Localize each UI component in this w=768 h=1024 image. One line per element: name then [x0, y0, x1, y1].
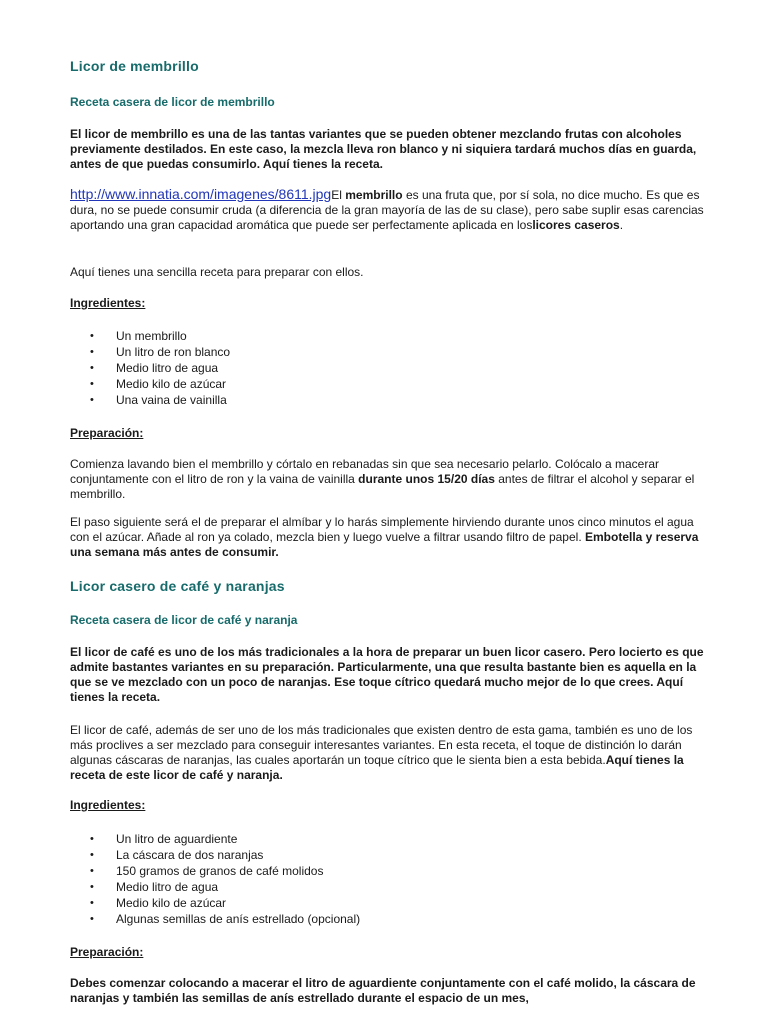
list-item: • Medio litro de agua	[88, 360, 230, 376]
list-item: • Un membrillo	[88, 328, 230, 344]
ingredients-label-cafe: Ingredientes:	[70, 798, 146, 812]
list-item: • Algunas semillas de anís estrellado (opcional)	[88, 911, 360, 927]
list-item: • Medio kilo de azúcar	[88, 895, 360, 911]
preparation-step-2-membrillo: El paso siguiente será el de preparar el almíbar y lo harás simplemente hirviendo durante unos cinco minutos el agua con el azúcar. Añade al ron ya colado, mezcla bien y luego vuelve a filtrar usando filtro de papel. Embotella y reserva una semana más antes de consumir.	[70, 515, 699, 559]
paragraph-intro-recipe: Aquí tienes una sencilla receta para preparar con ellos.	[70, 265, 364, 279]
preparation-step-1-cafe: Debes comenzar colocando a macerar el litro de aguardiente conjuntamente con el café molido, la cáscara de naranjas y también las semillas de anís estrellado durante el espacio de un mes,	[70, 976, 696, 1005]
preparation-label-membrillo: Preparación:	[70, 426, 144, 440]
list-item: • 150 gramos de granos de café molidos	[88, 863, 360, 879]
ingredients-list-cafe	[88, 831, 360, 927]
section-subtitle-membrillo: Receta casera de licor de membrillo	[70, 95, 275, 109]
preparation-step-1-membrillo: Comienza lavando bien el membrillo y córtalo en rebanadas sin que sea necesario pelarlo. Colócalo a macerar conjuntamente con el litro de ron y la vaina de vainilla durante unos 15/20 días antes de filtrar el alcohol y separar el membrillo.	[70, 457, 695, 501]
image-link[interactable]: http://www.innatia.com/imagenes/8611.jpg	[70, 186, 332, 202]
list-item: • Medio litro de agua	[88, 879, 360, 895]
section-title-membrillo: Licor de membrillo	[70, 58, 199, 74]
ingredients-label-membrillo: Ingredientes:	[70, 296, 146, 310]
intro-paragraph-cafe: El licor de café es uno de los más tradicionales a la hora de preparar un buen licor casero. Pero locierto es que admite bastantes variantes en su preparación. Particularmente, una que resulta bastante bien es aquella en la que se ve mezclado con un poco de naranjas. Ese toque cítrico quedará mucho mejor de lo que crees. Aquí tienes la receta.	[70, 645, 704, 704]
list-item: • La cáscara de dos naranjas	[88, 847, 360, 863]
ingredients-list-membrillo	[88, 328, 230, 408]
section-title-cafe: Licor casero de café y naranjas	[70, 578, 285, 594]
section-subtitle-cafe: Receta casera de licor de café y naranja	[70, 613, 298, 627]
list-item: • Una vaina de vainilla	[88, 392, 230, 408]
paragraph-cafe-description: El licor de café, además de ser uno de los más tradicionales que existen dentro de esta gama, también es uno de los más proclives a ser mezclado para conseguir interesantes variantes. En esta receta, el toque de distinción lo darán algunas cáscaras de naranjas, las cuales aportarán un toque cítrico que le sienta bien a esta bebida.Aquí tienes la receta de este licor de café y naranja.	[70, 723, 693, 782]
list-item: • Medio kilo de azúcar	[88, 376, 230, 392]
preparation-label-cafe: Preparación:	[70, 945, 144, 959]
paragraph-membrillo-description: http://www.innatia.com/imagenes/8611.jpgEl membrillo es una fruta que, por sí sola, no dice mucho. Es que es dura, no se puede consumir cruda (a diferencia de la gran mayoría de las de su clase), pero sabe suplir esas carencias aportando una gran capacidad aromática que puede ser perfectamente aplicada en loslicores caseros.	[70, 186, 704, 232]
intro-paragraph-membrillo: El licor de membrillo es una de las tantas variantes que se pueden obtener mezclando frutas con alcoholes previamente destilados. En este caso, la mezcla lleva ron blanco y ni siquiera tardará muchos días en guarda, antes de que puedas consumirlo. Aquí tienes la receta.	[70, 127, 697, 171]
list-item: • Un litro de aguardiente	[88, 831, 360, 847]
list-item: • Un litro de ron blanco	[88, 344, 230, 360]
